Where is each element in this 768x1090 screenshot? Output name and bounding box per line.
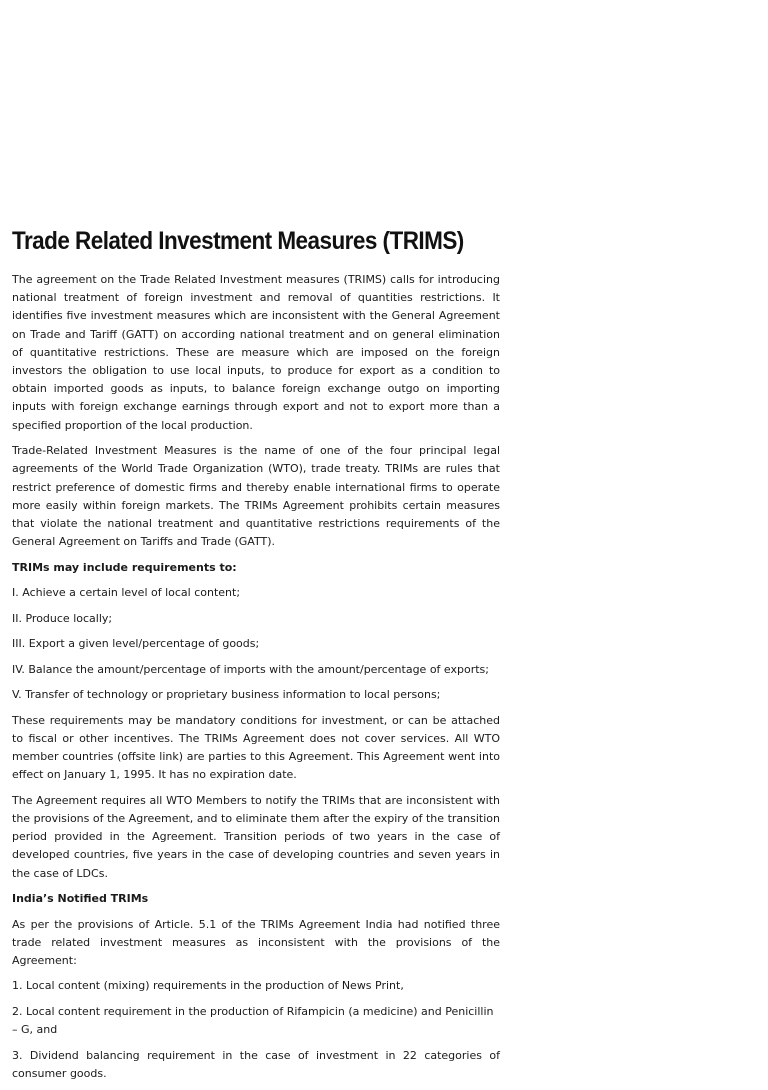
requirement-item: V. Transfer of technology or proprietary business information to local persons; [12, 688, 441, 702]
page-title: Trade Related Investment Measures (TRIMS) [12, 227, 464, 255]
paragraph-notification: The Agreement requires all WTO Members to notify the TRIMs that are inconsistent with the provisions of the Agreement, and to eliminate them after the expiry of the transition period provided in the Agreement. Transition periods of two years in the case of developed countries, five years in the case of developing countries and seven years in the case of LDCs. [12, 793, 500, 880]
paragraph-definition: Trade-Related Investment Measures is the name of one of the four principal legal agreements of the World Trade Organization (WTO), trade treaty. TRIMs are rules that restrict preference of domestic firms and thereby enable international firms to operate more easily within foreign markets. The TRIMs Agreement prohibits certain measures that violate the national treatment and quantitative restrictions requirements of the General Agreement on Tariffs and Trade (GATT). [12, 444, 500, 549]
india-item: 3. Dividend balancing requirement in the case of investment in 22 categories of consumer goods. [12, 1048, 500, 1080]
paragraph-india: As per the provisions of Article. 5.1 of the TRIMs Agreement India had notified three trade related investment measures as inconsistent with the provisions of the Agreement: [12, 917, 500, 967]
india-heading: India’s Notified TRIMs [12, 892, 149, 906]
india-item: 2. Local content requirement in the production of Rifampicin (a medicine) and Penicillin – G, and [12, 1004, 494, 1037]
article [12, 224, 500, 1090]
requirement-item: II. Produce locally; [12, 611, 113, 625]
requirement-item: IV. Balance the amount/percentage of imports with the amount/percentage of exports; [12, 662, 489, 676]
requirement-item: I. Achieve a certain level of local content; [12, 586, 241, 600]
requirements-heading: TRIMs may include requirements to: [12, 560, 237, 574]
india-item: 1. Local content (mixing) requirements in the production of News Print, [12, 979, 404, 993]
paragraph-conditions: These requirements may be mandatory conditions for investment, or can be attached to fiscal or other incentives. The TRIMs Agreement does not cover services. All WTO member countries (offsite link) are parties to this Agreement. This Agreement went into effect on January 1, 1995. It has no expiration date. [12, 713, 500, 782]
requirement-item: III. Export a given level/percentage of goods; [12, 637, 260, 651]
paragraph-intro: The agreement on the Trade Related Investment measures (TRIMS) calls for introducing national treatment of foreign investment and removal of quantities restrictions. It identifies five investment measures which are inconsistent with the General Agreement on Trade and Tariff (GATT) on according national treatment and on general elimination of quantitative restrictions. These are measure which are imposed on the foreign investors the obligation to use local inputs, to produce for export as a condition to obtain imported goods as inputs, to balance foreign exchange outgo on importing inputs with foreign exchange earnings through export and not to export more than a specified proportion of the local production. [12, 273, 500, 432]
